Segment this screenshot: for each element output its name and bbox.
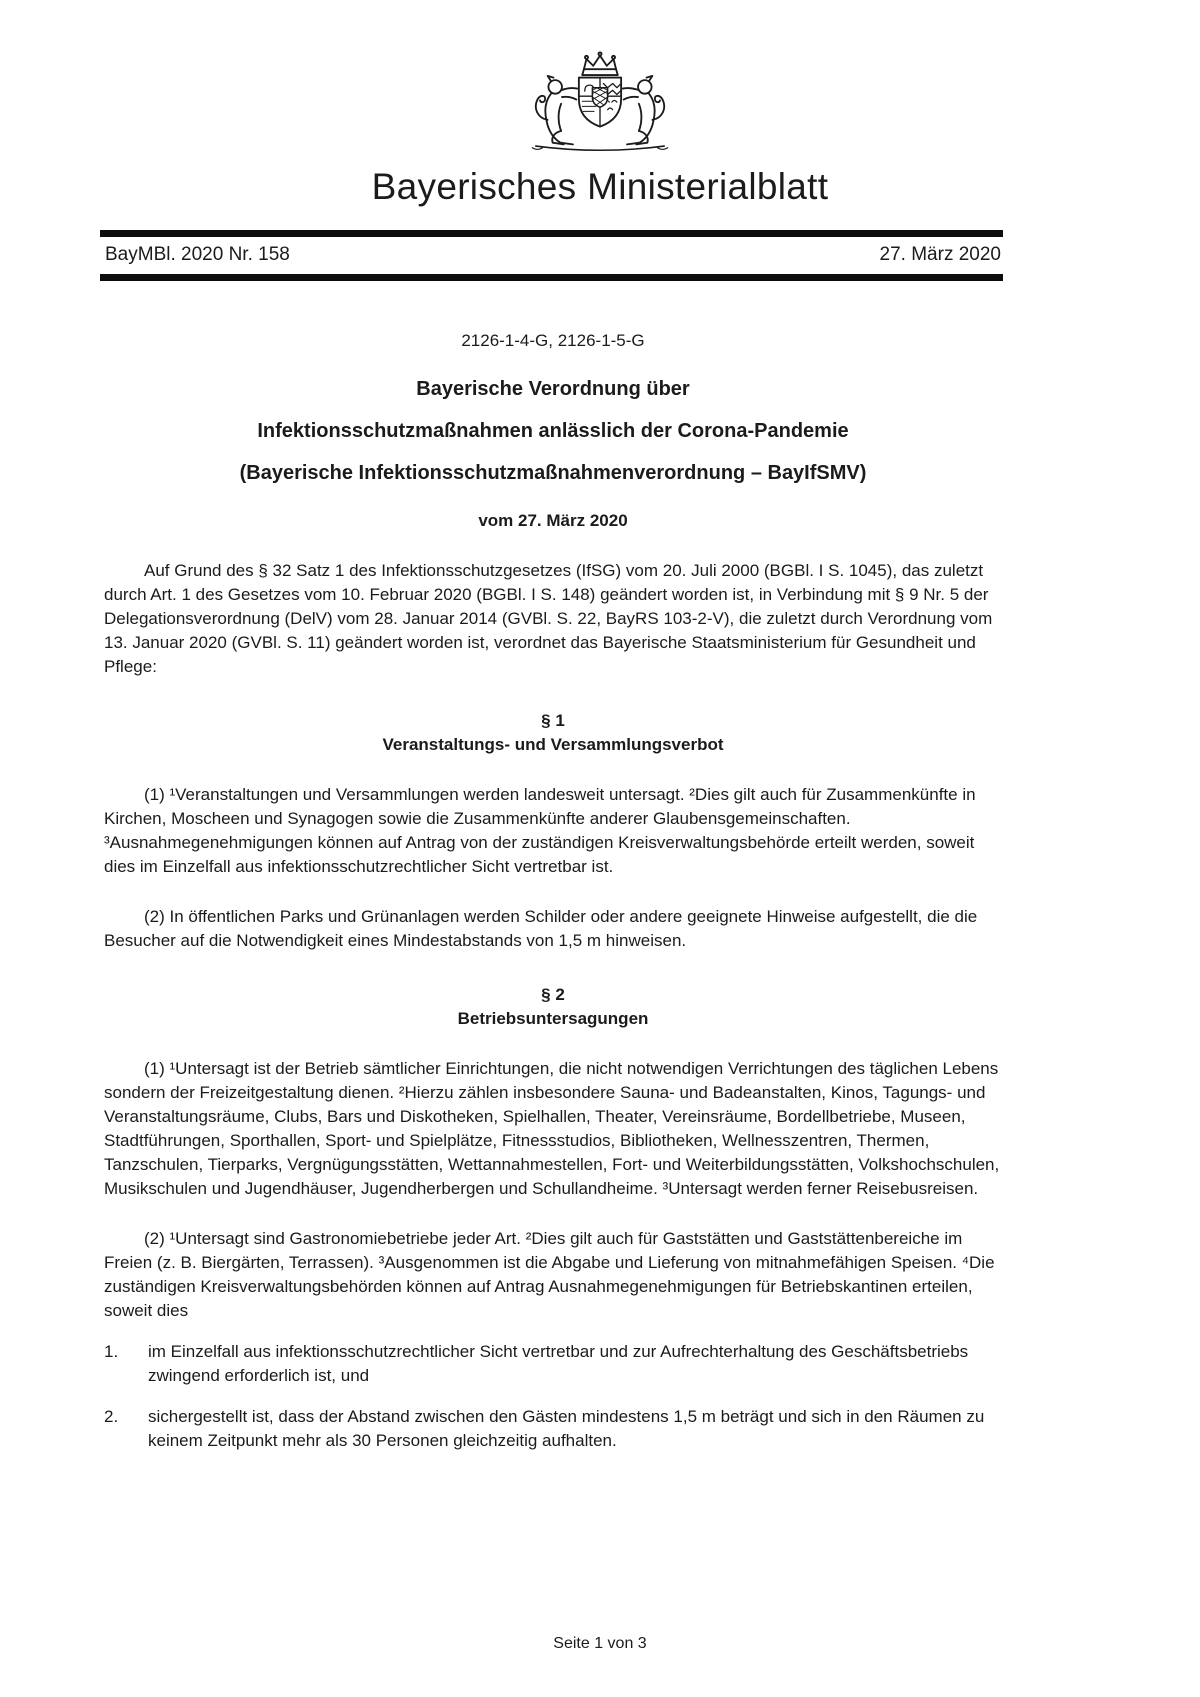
section-1-heading bbox=[104, 709, 1002, 757]
section-2-paragraph-2: (2) ¹Untersagt sind Gastronomiebetriebe jeder Art. ²Dies gilt auch für Gaststätten und Gaststättenbereiche im Freien (z. B. Biergärten, Terrassen). ³Ausgenommen ist die Abgabe und Lieferung von mitnahmefähigen Speisen. ⁴Die zuständigen Kreisverwaltungsbehörden können auf Antrag Ausnahmegenehmigungen für Betriebskantinen erteilen, soweit dies bbox=[104, 1229, 995, 1321]
gazette-title: Bayerisches Ministerialblatt bbox=[371, 166, 829, 208]
section-1-number: § 1 bbox=[541, 711, 565, 731]
regulation-title-line-1: Bayerische Verordnung über bbox=[416, 378, 690, 401]
page-number: Seite 1 von 3 bbox=[553, 1635, 647, 1652]
issue-date: 27. März 2020 bbox=[879, 244, 1001, 266]
regulation-date: vom 27. März 2020 bbox=[478, 511, 628, 531]
list-item-text: sichergestellt ist, dass der Abstand zwischen den Gästen mindestens 1,5 m beträgt und sich in den Räumen zu keinem Zeitpunkt mehr als 30 Personen gleichzeitig aufhalten. bbox=[148, 1407, 985, 1451]
numbered-list bbox=[104, 1340, 1002, 1453]
regulation-body bbox=[104, 329, 1002, 1453]
list-item bbox=[104, 1340, 1002, 1388]
masthead bbox=[0, 0, 1200, 281]
list-item-text: im Einzelfall aus infektionsschutzrechtlicher Sicht vertretbar und zur Aufrechterhaltung des Geschäftsbetriebs zwingend erforderlich ist, und bbox=[148, 1342, 969, 1386]
section-2-paragraph-1: (1) ¹Untersagt ist der Betrieb sämtlicher Einrichtungen, die nicht notwendigen Verrichtungen des täglichen Lebens sondern der Freizeitgestaltung dienen. ²Hierzu zählen insbesondere Sauna- und Badeanstalten, Kinos, Tagungs- und Veranstaltungsräume, Clubs, Bars und Diskotheken, Spielhallen, Theater, Vereinsräume, Bordellbetriebe, Museen, Stadtführungen, Sporthallen, Sport- und Spielplätze, Fitnessstudios, Bibliotheken, Wellnesszentren, Thermen, Tanzschulen, Tierparks, Vergnügungsstätten, Wettannahmestellen, Fort- und Weiterbildungsstätten, Volkshochschulen, Musikschulen und Jugendhäuser, Jugendherbergen und Schullandheime. ³Untersagt werden ferner Reisebusreisen. bbox=[104, 1059, 1000, 1199]
issue-bar bbox=[100, 230, 1003, 281]
regulation-title-line-3: (Bayerische Infektionsschutzmaßnahmenverordnung – BayIfSMV) bbox=[239, 462, 867, 485]
section-1-title: Veranstaltungs- und Versammlungsverbot bbox=[382, 735, 724, 755]
issue-row bbox=[100, 237, 1003, 274]
section-2-number: § 2 bbox=[541, 985, 565, 1005]
issue-number: BayMBl. 2020 Nr. 158 bbox=[105, 244, 290, 266]
bavarian-coat-of-arms-icon bbox=[507, 48, 693, 156]
section-1-paragraph-1: (1) ¹Veranstaltungen und Versammlungen werden landesweit untersagt. ²Dies gilt auch für Zusammenkünfte in Kirchen, Moscheen und Synagogen sowie die Zusammenkünfte anderer Glaubensgemeinschaften. ³Ausnahmegenehmigungen können auf Antrag von der zuständigen Kreisverwaltungsbehörde erteilt werden, soweit dies im Einzelfall aus infektionsschutzrechtlicher Sicht vertretbar ist. bbox=[104, 785, 976, 877]
preamble-paragraph: Auf Grund des § 32 Satz 1 des Infektionsschutzgesetzes (IfSG) vom 20. Juli 2000 (BGBl. I S. 1045), das zuletzt durch Art. 1 des Gesetzes vom 10. Februar 2020 (BGBl. I S. 148) geändert worden ist, in Verbindung mit § 9 Nr. 5 der Delegationsverordnung (DelV) vom 28. Januar 2014 (GVBl. S. 22, BayRS 103-2-V), die zuletzt durch Verordnung vom 13. Januar 2020 (GVBl. S. 11) geändert worden ist, verordnet das Bayerische Staatsministerium für Gesundheit und Pflege: bbox=[104, 561, 993, 677]
regulation-title-line-2: Infektionsschutzmaßnahmen anlässlich der Corona-Pandemie bbox=[257, 420, 849, 443]
list-item bbox=[104, 1405, 1002, 1453]
rule-bottom bbox=[100, 274, 1003, 281]
list-item-number: 2. bbox=[104, 1407, 119, 1427]
list-item-number: 1. bbox=[104, 1342, 119, 1362]
section-2-heading bbox=[104, 983, 1002, 1031]
page-footer bbox=[0, 1635, 1200, 1653]
section-2-title: Betriebsuntersagungen bbox=[457, 1009, 649, 1029]
rule-top bbox=[100, 230, 1003, 237]
reference-numbers: 2126-1-4-G, 2126-1-5-G bbox=[461, 331, 645, 351]
section-1-paragraph-2: (2) In öffentlichen Parks und Grünanlagen werden Schilder oder andere geeignete Hinweise aufgestellt, die die Besucher auf die Notwendigkeit eines Mindestabstands von 1,5 m hinweisen. bbox=[104, 907, 978, 951]
